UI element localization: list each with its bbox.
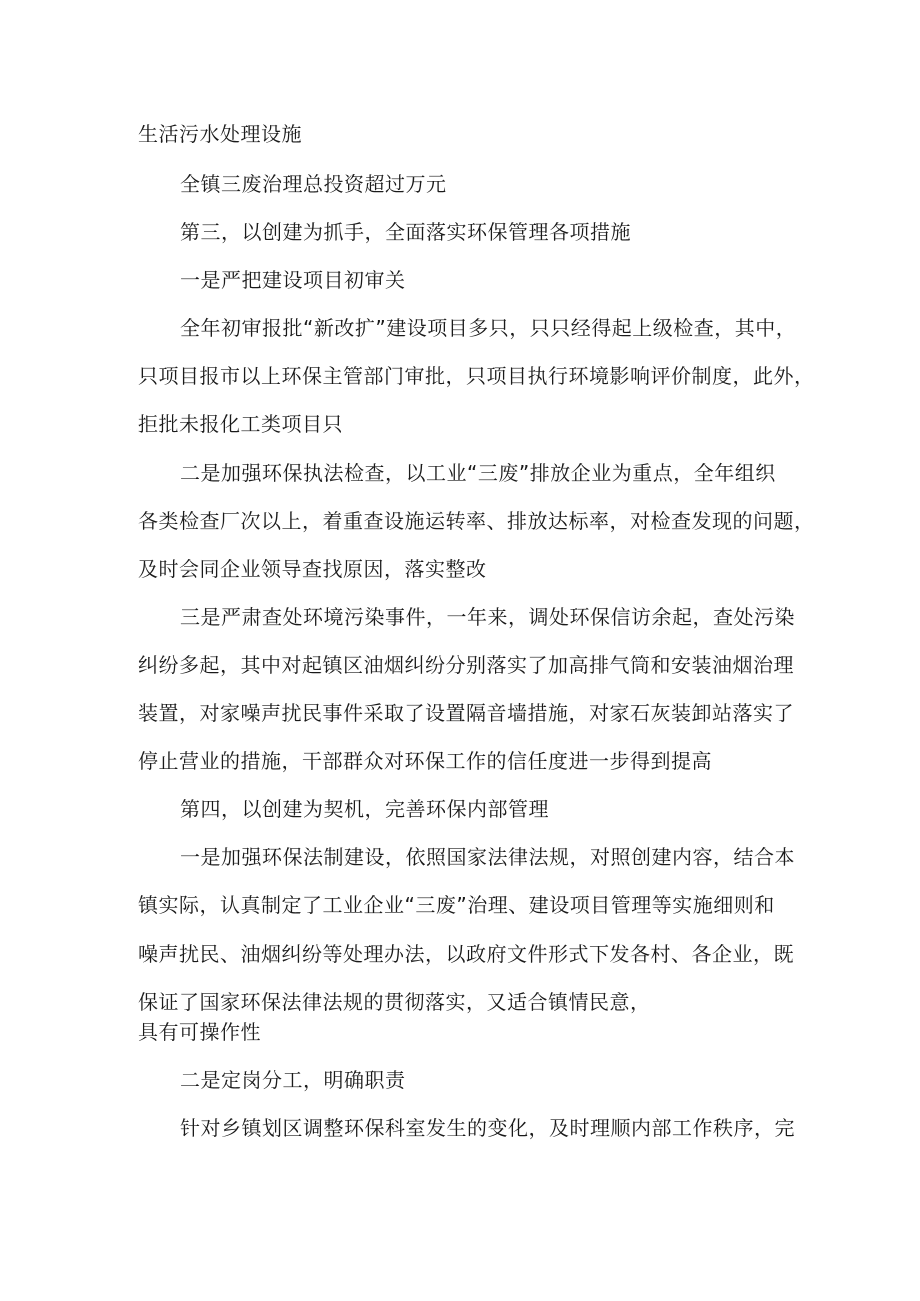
text-line: 纠纷多起，其中对起镇区油烟纠纷分别落实了加高排气筒和安装油烟治理: [138, 653, 794, 677]
text-line: 噪声扰民、油烟纠纷等处理办法，以政府文件形式下发各村、各企业，既: [138, 942, 794, 966]
text-line: 保证了国家环保法律法规的贯彻落实，又适合镇情民意，: [138, 990, 651, 1014]
section-heading: 第四，以创建为契机，完善环保内部管理: [180, 797, 549, 821]
text-line: 各类检查厂次以上，着重查设施运转率、排放达标率，对检查发现的问题，: [138, 509, 815, 533]
text-line: 全镇三废治理总投资超过万元: [180, 172, 447, 196]
subheading: 二是定岗分工，明确职责: [180, 1068, 406, 1092]
text-line: 二是加强环保执法检查，以工业“三废”排放企业为重点，全年组织: [180, 461, 776, 485]
text-line: 生活污水处理设施: [138, 122, 302, 146]
subheading: 一是严把建设项目初审关: [180, 268, 406, 292]
text-line: 只项目报市以上环保主管部门审批，只项目执行环境影响评价制度，此外，: [138, 364, 815, 388]
text-line: 及时会同企业领导查找原因，落实整改: [138, 557, 487, 581]
text-line: 装置，对家噪声扰民事件采取了设置隔音墙措施，对家石灰装卸站落实了: [138, 701, 794, 725]
text-line: 三是严肃查处环境污染事件，一年来，调处环保信访余起，查处污染: [180, 605, 795, 629]
text-line: 镇实际，认真制定了工业企业“三废”治理、建设项目管理等实施细则和: [138, 893, 775, 917]
text-line: 针对乡镇划区调整环保科室发生的变化，及时理顺内部工作秩序，完: [180, 1116, 795, 1140]
text-line: 一是加强环保法制建设，依照国家法律法规，对照创建内容，结合本: [180, 845, 795, 869]
text-line: 全年初审报批“新改扩”建设项目多只，只只经得起上级检查，其中，: [180, 316, 797, 340]
text-line: 具有可操作性: [138, 1020, 261, 1044]
text-line: 停止营业的措施，干部群众对环保工作的信任度进一步得到提高: [138, 749, 712, 773]
section-heading: 第三，以创建为抓手，全面落实环保管理各项措施: [180, 220, 631, 244]
text-line: 拒批未报化工类项目只: [138, 412, 343, 436]
